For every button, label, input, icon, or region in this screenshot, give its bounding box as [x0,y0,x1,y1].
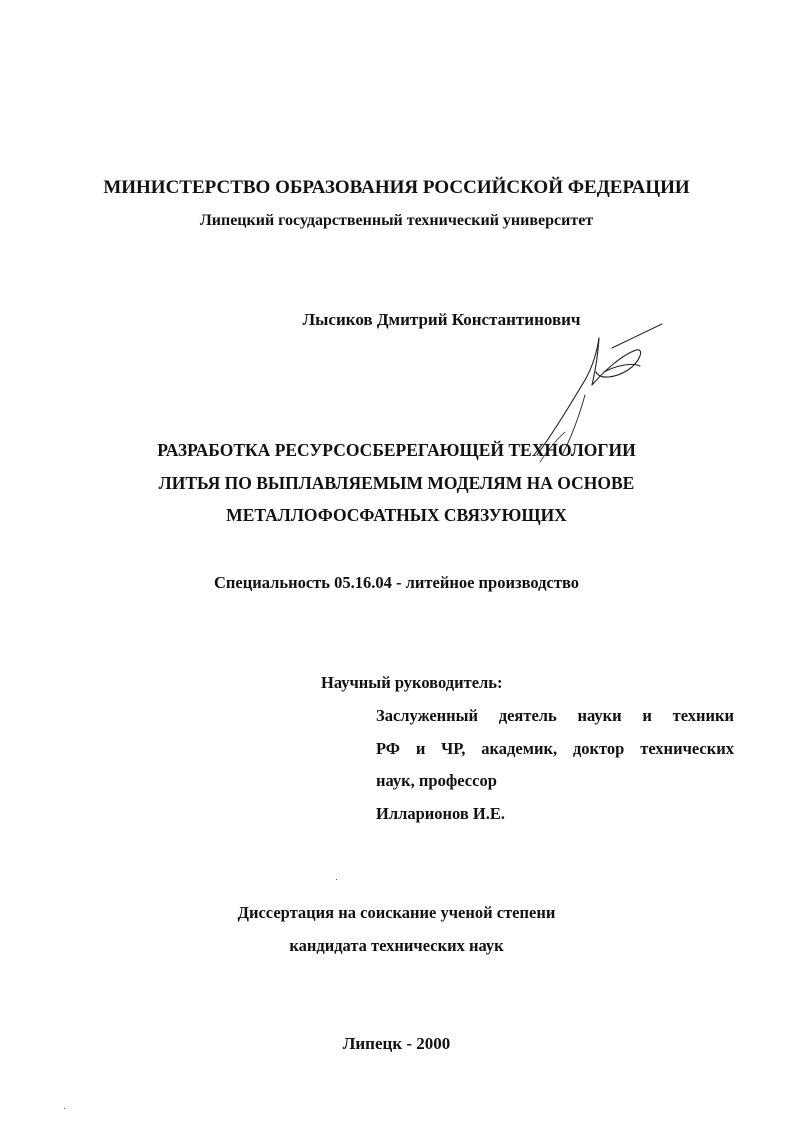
degree-line-2: кандидата технических наук [289,936,504,955]
city-year: Липецк - 2000 [342,1034,451,1053]
supervisor-label: Научный руководитель: [321,673,503,692]
supervisor-title-line-2: РФ и ЧР, академик, доктор технических [376,739,734,758]
author-name: Лысиков Дмитрий Константинович [302,310,581,329]
supervisor-name: Илларионов И.Е. [376,804,506,823]
scan-speck [336,879,337,880]
university-name: Липецкий государственный технический университет [199,212,594,229]
supervisor-title-line-3: наук, профессор [376,771,497,790]
specialty-line: Специальность 05.16.04 - литейное производство [213,573,580,592]
scan-speck [64,1108,65,1109]
degree-line-1: Диссертация на соискание ученой степени [237,903,556,922]
title-line-2: ЛИТЬЯ ПО ВЫПЛАВЛЯЕМЫМ МОДЕЛЯМ НА ОСНОВЕ [158,473,635,493]
title-line-3: МЕТАЛЛОФОСФАТНЫХ СВЯЗУЮЩИХ [226,505,567,525]
title-line-1: РАЗРАБОТКА РЕСУРСОСБЕРЕГАЮЩЕЙ ТЕХНОЛОГИИ [157,440,636,460]
supervisor-title-line-1: Заслуженный деятель науки и техники [376,706,734,725]
ministry-heading: МИНИСТЕРСТВО ОБРАЗОВАНИЯ РОССИЙСКОЙ ФЕДЕРАЦИИ [103,177,690,198]
